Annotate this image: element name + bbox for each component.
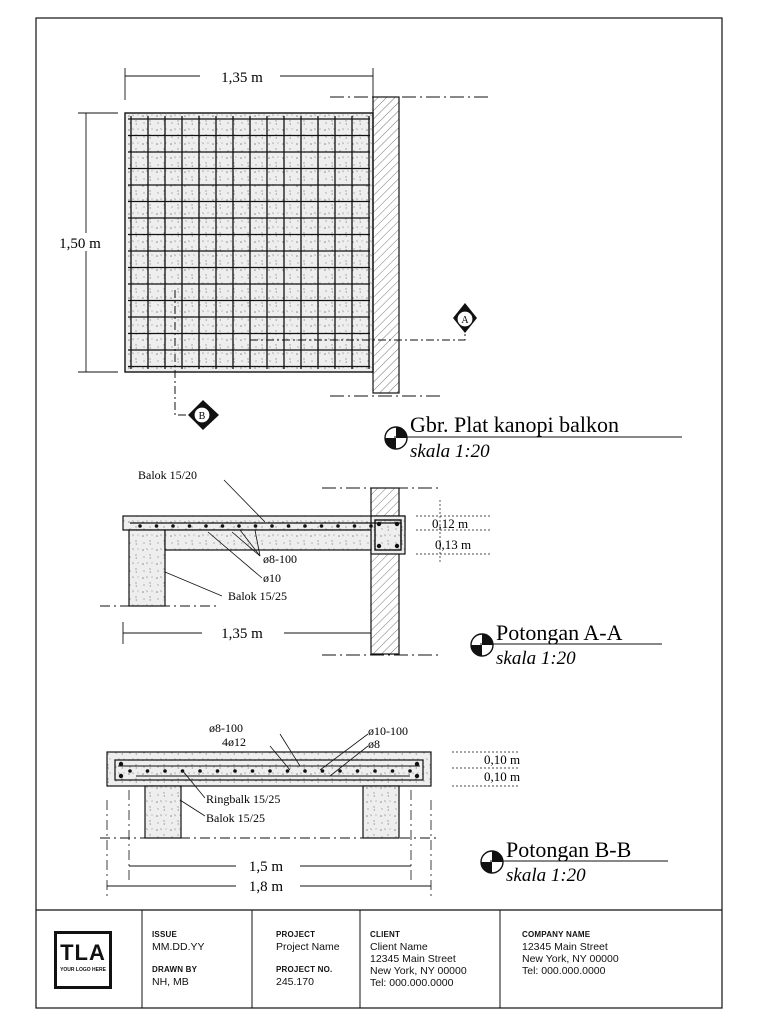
rebar-dot xyxy=(320,524,324,528)
section-a-beam-top xyxy=(371,516,405,554)
beam-rebar-dot xyxy=(377,544,381,548)
project-label: PROJECT xyxy=(276,930,316,939)
section-b-dim-inner: 1,5 m xyxy=(248,859,284,875)
rebar-dot xyxy=(198,769,202,773)
section-marker-a-label: A xyxy=(461,315,469,326)
rebar-dot xyxy=(233,769,237,773)
plan-dim-height: 1,50 m xyxy=(59,236,101,252)
section-a-scale: skala 1:20 xyxy=(496,648,576,669)
rebar-dot xyxy=(188,524,192,528)
section-b-beam-right xyxy=(363,786,399,838)
rebar-dot xyxy=(338,769,342,773)
rebar-dot xyxy=(287,524,291,528)
rebar-dot xyxy=(138,524,142,528)
rebar-dot xyxy=(391,769,395,773)
client-tel: Tel: 000.000.0000 xyxy=(370,977,454,989)
drawn-value: NH, MB xyxy=(152,976,189,988)
leader-b-balok xyxy=(180,800,205,816)
company-street: 12345 Main Street xyxy=(522,941,608,953)
section-b-label-balok: Balok 15/25 xyxy=(206,811,265,825)
section-b-beam-left xyxy=(145,786,181,838)
project-block xyxy=(276,929,340,953)
rebar-dot xyxy=(369,524,373,528)
section-b-dim-thickness-2: 0,10 m xyxy=(484,769,521,784)
ringbalk-rebar-dot xyxy=(415,762,419,766)
ringbalk-rebar-dot xyxy=(119,762,123,766)
section-b-dim-outer: 1,8 m xyxy=(248,879,284,895)
project-no-label: PROJECT NO. xyxy=(276,965,333,974)
rebar-dot xyxy=(373,769,377,773)
rebar-dot xyxy=(163,769,167,773)
issue-block xyxy=(152,929,205,953)
section-b-scale: skala 1:20 xyxy=(506,865,586,886)
rebar-dot xyxy=(336,524,340,528)
rebar-dot xyxy=(128,769,132,773)
rebar-dot xyxy=(408,769,412,773)
plan-title: Gbr. Plat kanopi balkon xyxy=(410,412,619,437)
rebar-dot xyxy=(270,524,274,528)
section-a-title: Potongan A-A xyxy=(496,620,623,645)
rebar-dot xyxy=(286,769,290,773)
plan-scale: skala 1:20 xyxy=(410,441,490,462)
section-b-label-8-100: ø8-100 xyxy=(209,721,243,735)
rebar-dot xyxy=(216,769,220,773)
logo-subtext: YOUR LOGO HERE xyxy=(60,967,106,973)
rebar-dot xyxy=(251,769,255,773)
rebar-dot xyxy=(237,524,241,528)
section-a-dim-width: 1,35 m xyxy=(221,626,263,642)
section-a-label-rebar-10: ø10 xyxy=(263,571,281,585)
rebar-dot xyxy=(303,769,307,773)
section-b-dim-thickness-1: 0,10 m xyxy=(484,752,521,767)
client-name: Client Name xyxy=(370,941,428,953)
beam-rebar-dot xyxy=(395,544,399,548)
ringbalk-rebar-dot xyxy=(119,774,123,778)
client-city: New York, NY 00000 xyxy=(370,965,467,977)
client-block xyxy=(370,929,467,989)
section-a-label-balok-top: Balok 15/20 xyxy=(138,468,197,482)
section-b-label-10-100: ø10-100 xyxy=(368,724,408,738)
company-block xyxy=(522,929,619,977)
section-b-view xyxy=(100,721,668,896)
beam-rebar-dot xyxy=(395,522,399,526)
project-no-value: 245.170 xyxy=(276,976,314,988)
section-b-label-8: ø8 xyxy=(368,737,380,751)
section-a-wall xyxy=(371,488,399,654)
rebar-dot xyxy=(204,524,208,528)
rebar-dot xyxy=(254,524,258,528)
section-a-slab-soffit xyxy=(165,530,371,550)
rebar-dot xyxy=(171,524,175,528)
plan-dim-width: 1,35 m xyxy=(221,70,263,86)
project-value: Project Name xyxy=(276,941,340,953)
section-b-label-4-12: 4ø12 xyxy=(222,735,246,749)
rebar-dot xyxy=(353,524,357,528)
ringbalk-rebar-dot xyxy=(415,774,419,778)
company-city: New York, NY 00000 xyxy=(522,953,619,965)
rebar-dot xyxy=(303,524,307,528)
drawn-block xyxy=(152,964,197,988)
rebar-dot xyxy=(155,524,159,528)
section-a-label-balok-bottom: Balok 15/25 xyxy=(228,589,287,603)
section-a-beam-bottom xyxy=(129,530,165,606)
section-marker-a xyxy=(453,303,477,333)
section-a-dim-thickness-1: 0,12 m xyxy=(432,516,469,531)
beam-rebar-dot xyxy=(377,522,381,526)
drawn-label: DRAWN BY xyxy=(152,965,198,974)
rebar-dot xyxy=(146,769,150,773)
company-tel: Tel: 000.000.0000 xyxy=(522,965,606,977)
issue-label: ISSUE xyxy=(152,930,178,939)
plan-title-symbol xyxy=(385,427,407,449)
section-marker-b-label: B xyxy=(198,411,206,422)
rebar-dot xyxy=(268,769,272,773)
rebar-dot xyxy=(321,769,325,773)
section-b-label-ringbalk: Ringbalk 15/25 xyxy=(206,792,281,806)
plan-view xyxy=(48,66,682,462)
issue-value: MM.DD.YY xyxy=(152,941,205,953)
company-logo xyxy=(54,931,112,989)
plan-wall xyxy=(373,97,399,393)
company-label: COMPANY NAME xyxy=(522,930,591,939)
leader-balok-bottom xyxy=(165,572,222,596)
client-label: CLIENT xyxy=(370,930,401,939)
section-a-label-rebar-8: ø8-100 xyxy=(263,552,297,566)
section-a-dim-thickness-2: 0,13 m xyxy=(435,537,472,552)
section-a-title-symbol xyxy=(471,634,493,656)
section-b-slab xyxy=(107,752,431,786)
logo-text: TLA xyxy=(60,940,106,965)
section-a-view xyxy=(100,468,662,669)
rebar-dot xyxy=(221,524,225,528)
section-b-title: Potongan B-B xyxy=(506,837,632,862)
project-no-block xyxy=(276,964,332,988)
section-marker-b xyxy=(188,400,219,430)
rebar-dot xyxy=(356,769,360,773)
client-street: 12345 Main Street xyxy=(370,953,456,965)
section-b-title-symbol xyxy=(481,851,503,873)
